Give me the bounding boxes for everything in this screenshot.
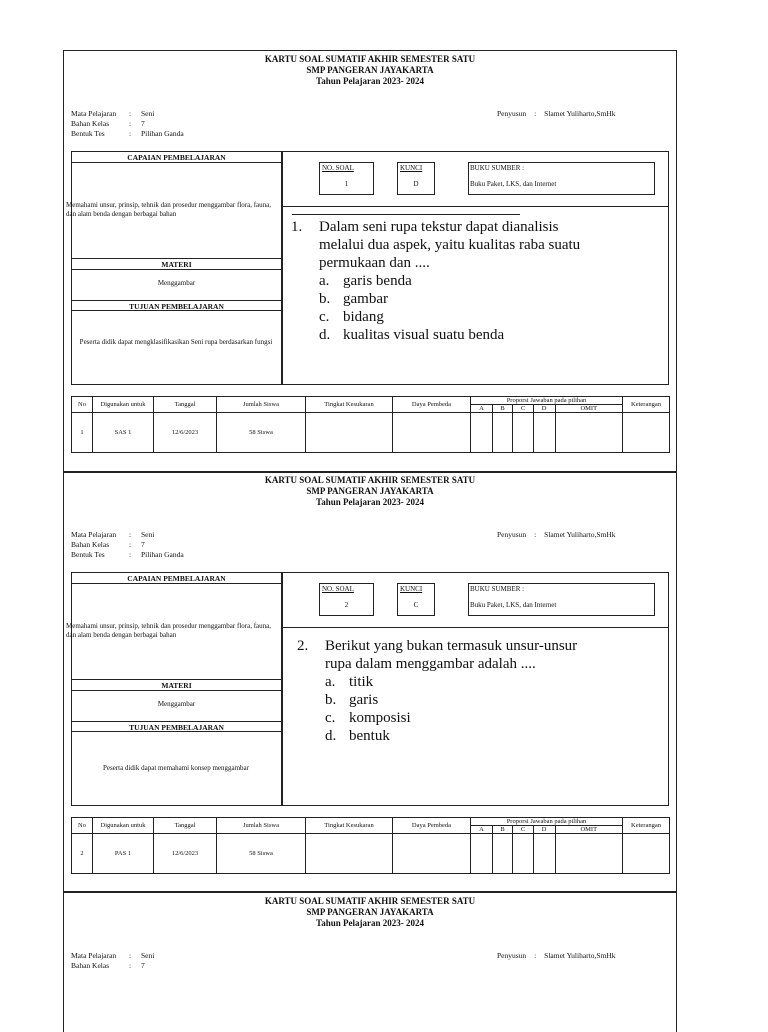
materi-title: MATERI (72, 258, 281, 270)
meta-class: Bahan Kelas : 7 (71, 540, 145, 549)
no-soal-label: NO. SOAL (322, 164, 354, 172)
question-text: 2. Berikut yang bukan termasuk unsur-unsur rupa dalam menggambar adalah .... a. titik b. garis c. komposisi d. bentuk (297, 638, 578, 744)
meta-subject: Mata Pelajaran : Seni (71, 951, 155, 960)
meta-subject: Mata Pelajaran : Seni (71, 109, 155, 118)
buku-value: Buku Paket, LKS, dan Internet (470, 601, 557, 609)
card-title: KARTU SOAL SUMATIF AKHIR SEMESTER SATU (264, 896, 476, 906)
stats-table: No Digunakan untuk Tanggal Jumlah Siswa Tingkat Kesukaran Daya Pembeda Proporsi Jawaban pada pilihan Keterangan A B C D OMIT 2 PAS 1 12/6/2023 58 Siswa (71, 817, 670, 874)
tujuan-title: TUJUAN PEMBELAJARAN (72, 300, 281, 311)
school-name: SMP PANGERAN JAYAKARTA (306, 907, 434, 917)
buku-box (468, 162, 655, 195)
meta-test-type: Bentuk Tes : Pilihan Ganda (71, 550, 184, 559)
academic-year: Tahun Pelajaran 2023- 2024 (316, 497, 424, 507)
right-panel (282, 572, 669, 806)
table-row: 1 SAS 1 12/6/2023 58 Siswa (72, 413, 670, 453)
no-soal-box (319, 583, 374, 616)
meta-class: Bahan Kelas : 7 (71, 961, 145, 970)
left-panel (66, 151, 282, 385)
buku-label: BUKU SUMBER : (470, 164, 525, 172)
school-name: SMP PANGERAN JAYAKARTA (306, 486, 434, 496)
kunci-label: KUNCI (400, 164, 423, 172)
buku-value: Buku Paket, LKS, dan Internet (470, 180, 557, 188)
option-c: c. komposisi (325, 710, 411, 726)
school-name: SMP PANGERAN JAYAKARTA (306, 65, 434, 75)
question-text: 1. Dalam seni rupa tekstur dapat dianalisis melalui dua aspek, yaitu kualitas raba suatu permukaan dan .... a. garis benda b. gambar c. bidang d. kualitas visual suatu benda (291, 219, 581, 343)
tujuan-title: TUJUAN PEMBELAJARAN (72, 721, 281, 732)
capaian-text: Memahami unsur, prinsip, tehnik dan prosedur menggambar flora, fauna, dan alam benda dengan berbagai bahan (66, 201, 271, 218)
option-b: b. garis (325, 692, 379, 708)
meta-class: Bahan Kelas : 7 (71, 119, 145, 128)
materi-title: MATERI (72, 679, 281, 691)
question-card-3 (63, 892, 677, 1032)
option-d: d. kualitas visual suatu benda (319, 327, 505, 343)
buku-box (468, 583, 655, 616)
left-panel (66, 572, 282, 806)
no-soal-value: 1 (344, 180, 349, 188)
stats-table: No Digunakan untuk Tanggal Jumlah Siswa Tingkat Kesukaran Daya Pembeda Proporsi Jawaban pada pilihan Keterangan A B C D OMIT 1 SAS 1 12/6/2023 58 Siswa (71, 396, 670, 453)
kunci-value: C (413, 601, 419, 609)
materi-text: Menggambar (157, 700, 196, 708)
buku-label: BUKU SUMBER : (470, 585, 525, 593)
meta-author: Penyusun : Slamet Yuliharto,SmHk (497, 109, 616, 118)
meta-author: Penyusun : Slamet Yuliharto,SmHk (497, 951, 616, 960)
option-d: d. bentuk (325, 728, 390, 744)
no-soal-label: NO. SOAL (322, 585, 354, 593)
tujuan-text: Peserta didik dapat mengklasifikasikan Seni rupa berdasarkan fungsi (79, 338, 273, 346)
card-title: KARTU SOAL SUMATIF AKHIR SEMESTER SATU (264, 475, 476, 485)
capaian-title: CAPAIAN PEMBELAJARAN (72, 152, 281, 163)
option-a: a. titik (325, 674, 374, 690)
option-c: c. bidang (319, 309, 384, 325)
right-panel (282, 151, 669, 385)
capaian-text: Memahami unsur, prinsip, tehnik dan prosedur menggambar flora, fauna, dan alam benda dengan berbagai bahan (66, 622, 271, 639)
table-row: 2 PAS 1 12/6/2023 58 Siswa (72, 834, 670, 874)
question-number: 2. (297, 638, 309, 654)
kunci-box (397, 162, 435, 195)
no-soal-value: 2 (344, 601, 349, 609)
academic-year: Tahun Pelajaran 2023- 2024 (316, 76, 424, 86)
capaian-title: CAPAIAN PEMBELAJARAN (72, 573, 281, 584)
kunci-box (397, 583, 435, 616)
option-b: b. gambar (319, 291, 388, 307)
meta-subject: Mata Pelajaran : Seni (71, 530, 155, 539)
no-soal-box (319, 162, 374, 195)
question-card-1 (63, 50, 677, 472)
question-card-2 (63, 472, 677, 892)
question-number: 1. (291, 219, 303, 235)
kunci-value: D (413, 180, 419, 188)
meta-test-type: Bentuk Tes : Pilihan Ganda (71, 129, 184, 138)
meta-author: Penyusun : Slamet Yuliharto,SmHk (497, 530, 616, 539)
academic-year: Tahun Pelajaran 2023- 2024 (316, 918, 424, 928)
card-title: KARTU SOAL SUMATIF AKHIR SEMESTER SATU (264, 54, 476, 64)
option-a: a. garis benda (319, 273, 412, 289)
tujuan-text: Peserta didik dapat memahami konsep menggambar (103, 764, 249, 772)
materi-text: Menggambar (157, 279, 196, 287)
kunci-label: KUNCI (400, 585, 423, 593)
